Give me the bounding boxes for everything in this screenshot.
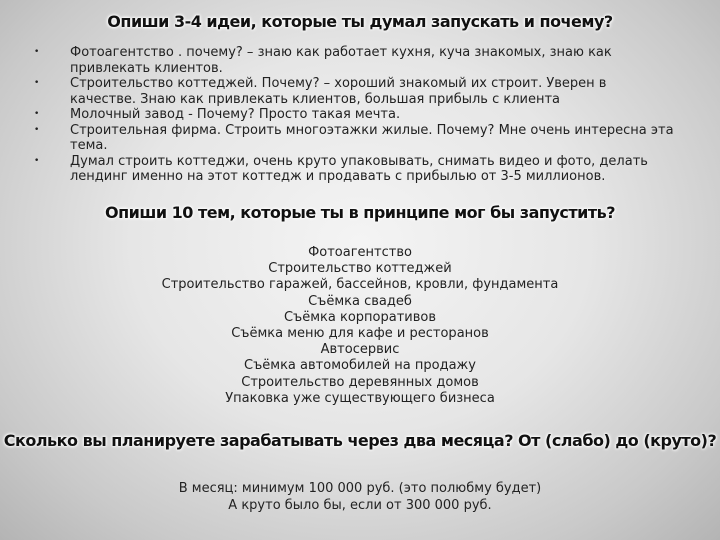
ideas-heading: Опиши 3-4 идеи, которые ты думал запускать и почему? [107, 12, 613, 31]
income-block [0, 481, 720, 514]
idea-text: Строительная фирма. Строить многоэтажки жилые. Почему? Мне очень интересна эта тема. [70, 122, 674, 153]
idea-text: Строительство коттеджей. Почему? – хороший знакомый их строит. Уверен в качестве. Знаю как привлекать клиентов, большая прибыль с клиента [70, 76, 607, 107]
list-item: Съёмка свадеб [308, 293, 412, 309]
list-item: Строительство гаражей, бассейнов, кровли, фундамента [161, 277, 559, 293]
income-cool: А круто было бы, если от 300 000 руб. [228, 497, 492, 513]
topics-list [0, 245, 720, 407]
bullet-icon: • [34, 155, 40, 166]
bullet-icon: • [34, 47, 40, 57]
list-item [34, 123, 674, 154]
list-item: Съёмка автомобилей на продажу [244, 358, 476, 374]
bullet-icon: • [34, 78, 40, 88]
list-item: Упаковка уже существующего бизнеса [225, 390, 495, 406]
list-item: Строительство деревянных домов [241, 374, 479, 390]
idea-text: Фотоагентство . почему? – знаю как работает кухня, куча знакомых, знаю как привлекать клиентов. [70, 45, 612, 76]
income-minimum: В месяц: минимум 100 000 руб. (это полюбму будет) [178, 481, 542, 496]
list-item: Строительство коттеджей [268, 261, 452, 277]
bullet-icon: • [34, 109, 40, 119]
idea-text: Молочный завод - Почему? Просто такая мечта. [70, 107, 401, 122]
list-item: Автосервис [320, 342, 400, 358]
idea-text: Думал строить коттеджи, очень круто упаковывать, снимать видео и фото, делать лендинг именно на этот коттедж и продавать с прибылью от 3-5 миллионов. [70, 153, 648, 184]
topics-heading: Опиши 10 тем, которые ты в принципе мог бы запустить? [104, 203, 616, 222]
list-item [34, 107, 674, 123]
list-item: Съёмка корпоративов [283, 309, 437, 325]
earnings-heading: Сколько вы планируете зарабатывать через два месяца? От (слабо) до (круто)? [3, 431, 717, 450]
ideas-list [34, 45, 674, 185]
list-item: Съёмка меню для кафе и ресторанов [231, 326, 489, 342]
list-item [34, 45, 674, 76]
list-item: Фотоагентство [308, 245, 412, 260]
list-item [34, 154, 674, 185]
bullet-icon: • [34, 124, 40, 135]
list-item [34, 76, 674, 107]
